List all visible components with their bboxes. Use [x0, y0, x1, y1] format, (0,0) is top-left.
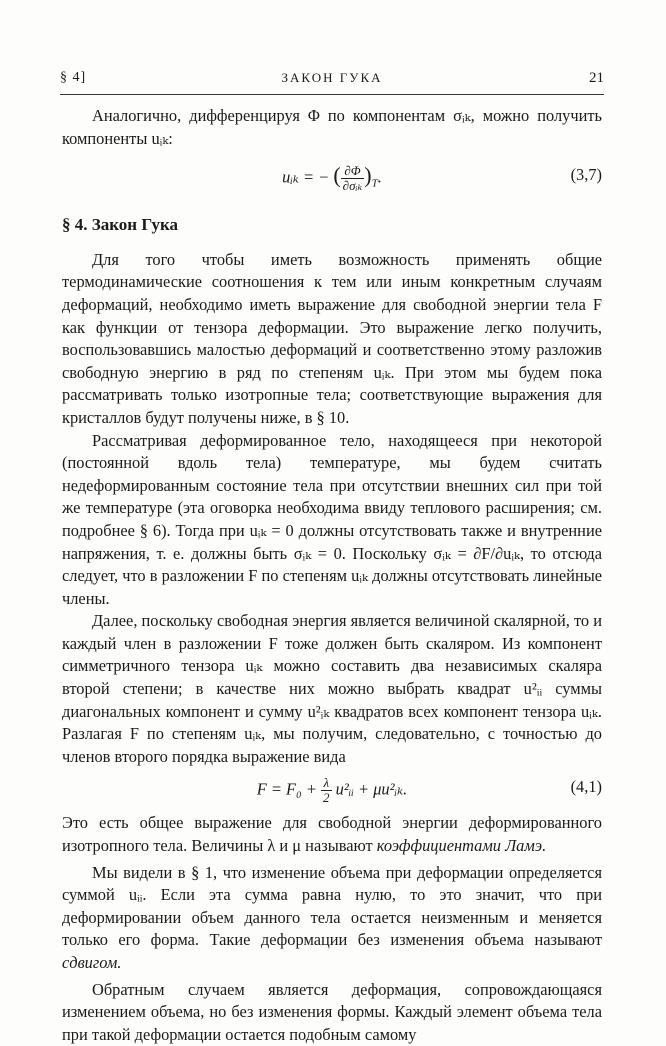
equation-3-7 — [62, 150, 602, 204]
running-header — [60, 70, 604, 92]
paragraph-last: Обратным случаем является деформация, сопровождающаяся изменением объема, но без изменения формы. Каждый элемент объема тела при такой деформации остается подобным самому — [62, 979, 602, 1044]
eq37-subscript: T — [371, 177, 378, 190]
term-lame-coefficients: коэффициентами Ламэ. — [376, 836, 547, 856]
equation-4-1-number: (4,1) — [570, 777, 602, 797]
page-number: 21 — [589, 70, 604, 86]
eq37-numerator: ∂Φ — [341, 164, 365, 179]
paragraph-shear-text: Мы видели в § 1, что изменение объема при деформации определяется суммой uᵢᵢ. Если эта сумма равна нулю, то это значит, что при деформировании объем данного тела остается неизменным и меняется только его форма. Такие деформации без изменения объема называют — [62, 862, 602, 950]
eq41-lhs: F = F₀ + — [256, 779, 317, 799]
equation-4-1 — [62, 768, 602, 812]
header-section-mark: § 4] — [60, 70, 87, 85]
eq41-rest: u²ᵢᵢ + μu²ᵢₖ. — [335, 779, 408, 799]
equation-4-1-expression — [62, 776, 602, 805]
header-rule — [60, 94, 604, 95]
equation-3-7-number: (3,7) — [570, 165, 602, 185]
eq41-two: 2 — [323, 790, 330, 806]
eq37-fraction — [341, 164, 365, 193]
paragraph-2: Рассматривая деформированное тело, находящееся при некоторой (постоянной вдоль тела) температуре, мы будем считать недеформированным состояние тела при отсутствии внешних сил при той же температуре (эта оговорка необходима ввиду теплового расширения; см. подробнее § 6). Тогда при uᵢₖ = 0 должны отсутствовать также и внутренние напряжения, т. е. должны быть σᵢₖ = 0. Поскольку σᵢₖ = ∂F/∂uᵢₖ, то отсюда следует, что в разложении F по степеням uᵢₖ должны отсутствовать линейные члены. — [62, 430, 602, 608]
equation-3-7-expression: uᵢₖ = − ( $\frac{\partial\Phi}{\text{∂σᵢₖ}}$ )$_T$. — [282, 162, 382, 194]
term-shear: сдвигом. — [62, 953, 122, 972]
paragraph-1: Для того чтобы иметь возможность применять общие термодинамические соотношения к тем или иным конкретным случаям деформаций, необходимо иметь выражение для свободной энергии тела F как функции от тензора деформации. Это выражение легко получить, воспользовавшись малостью деформаций и соответственно этому разложив свободную энергию в ряд по степеням uᵢₖ. При этом мы будем пока рассматривать только изотропные тела; соответствующие выражения для кристаллов будут получены ниже, в § 10. — [62, 249, 602, 427]
eq41-fraction — [321, 776, 332, 805]
eq37-lhs: uᵢₖ = − — [282, 167, 330, 187]
intro-paragraph: Аналогично, дифференцируя Φ по компонентам σᵢₖ, можно получить компоненты uᵢₖ: — [62, 106, 602, 148]
eq37-denominator: ∂σᵢₖ — [342, 178, 363, 194]
paragraph-shear — [62, 862, 602, 975]
paragraph-3: Далее, поскольку свободная энергия является величиной скалярной, то и каждый член в разложении F тоже должен быть скаляром. Из компонент симметричного тензора uᵢₖ можно составить два независимых скаляра второй степени; в качестве них можно выбрать квадрат u²ᵢᵢ суммы диагональных компонент и сумму u²ᵢₖ квадратов всех компонент тензора uᵢₖ. Разлагая F по степеням uᵢₖ, мы получим, следовательно, с точностью до членов второго порядка выражение вида — [62, 611, 602, 766]
paragraph-lame-text: Это есть общее выражение для свободной энергии деформированного изотропного тела. Величины λ и μ называют — [62, 813, 602, 856]
section-title: § 4. Закон Гука — [62, 215, 179, 235]
eq41-lambda: λ — [321, 776, 332, 791]
page-body — [62, 105, 602, 1046]
header-running-title: ЗАКОН ГУКА — [281, 70, 383, 85]
paragraph-lame — [62, 812, 602, 857]
